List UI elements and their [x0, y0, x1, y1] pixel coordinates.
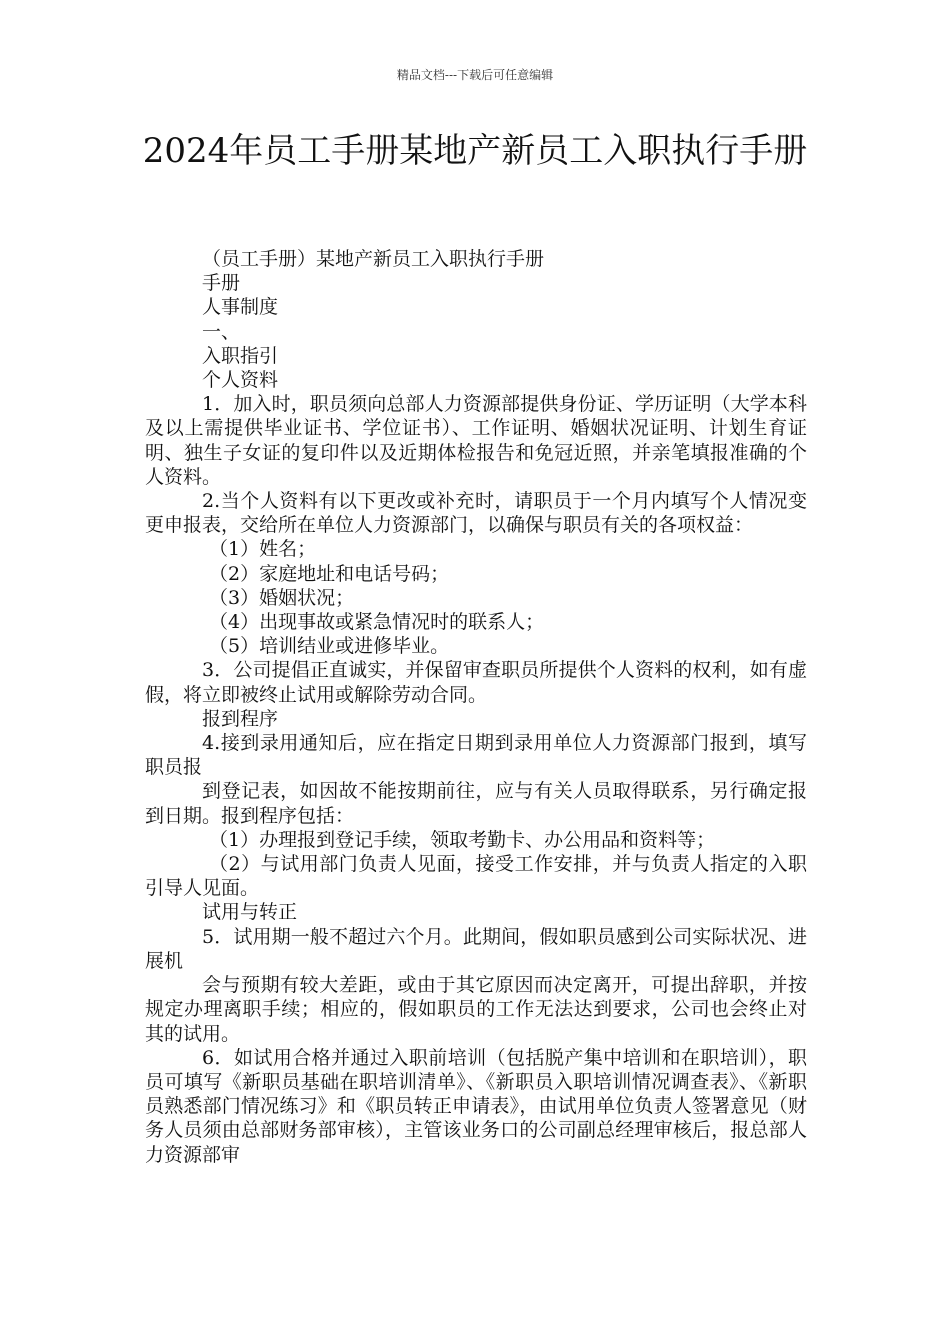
paragraph-item-1: 1．加入时，职员须向总部人力资源部提供身份证、学历证明（大学本科及以上需提供毕业证书、学位证书）、工作证明、婚姻状况证明、计划生育证明、独生子女证的复印件以及近期体检报告和免冠近照，并亲笔填报准确的个人资料。 — [145, 393, 807, 488]
heading-section-number: 一、 — [202, 320, 241, 343]
list-item: （1）姓名； — [209, 538, 317, 561]
list-item: （2）与试用部门负责人见面，接受工作安排，并与负责人指定的入职引导人见面。 — [145, 853, 807, 900]
heading-handbook: 手册 — [202, 272, 241, 295]
heading-onboarding-guide: 入职指引 — [202, 344, 279, 367]
page-header: 精品文档---下载后可任意编辑 — [396, 68, 554, 82]
heading-hr-policy: 人事制度 — [202, 296, 279, 319]
paragraph-item-5-cont: 会与预期有较大差距，或由于其它原因而决定离开，可提出辞职，并按规定办理离职手续；相应的，假如职员的工作无法达到要求，公司也会终止对其的试用。 — [145, 974, 807, 1045]
heading-report-procedure: 报到程序 — [202, 707, 279, 730]
paragraph-item-5: 5．试用期一般不超过六个月。此期间，假如职员感到公司实际状况、进展机 — [145, 925, 807, 972]
list-item: （3）婚姻状况； — [209, 586, 355, 609]
list-item: （4）出现事故或紧急情况时的联系人； — [209, 611, 545, 634]
heading-personal-info: 个人资料 — [202, 369, 279, 392]
paragraph-item-4: 4.接到录用通知后，应在指定日期到录用单位人力资源部门报到，填写职员报 — [145, 732, 807, 779]
list-item: （2）家庭地址和电话号码； — [209, 562, 450, 585]
paragraph-item-6: 6．如试用合格并通过入职前培训（包括脱产集中培训和在职培训），职员可填写《新职员基础在职培训清单》、《新职员入职培训情况调查表》、《新职员熟悉部门情况练习》和《职员转正申请表》，由试用单位负责人签署意见（财务人员须由总部财务部审核），主管该业务口的公司副总经理审核后，报总部人力资源部审 — [145, 1046, 807, 1166]
list-item: （5）培训结业或进修毕业。 — [209, 635, 450, 658]
document-title: 2024年员工手册某地产新员工入职执行手册 — [142, 131, 808, 171]
document-body — [145, 247, 807, 1167]
list-item: （1）办理报到登记手续，领取考勤卡、办公用品和资料等； — [209, 828, 716, 851]
paragraph-item-4-cont: 到登记表，如因故不能按期前往，应与有关人员取得联系，另行确定报到日期。报到程序包括： — [145, 780, 807, 827]
paragraph-item-2: 2.当个人资料有以下更改或补充时，请职员于一个月内填写个人情况变更申报表，交给所在单位人力资源部门，以确保与职员有关的各项权益： — [145, 490, 807, 537]
heading-probation: 试用与转正 — [202, 901, 298, 924]
subtitle-line: （员工手册）某地产新员工入职执行手册 — [202, 248, 545, 270]
paragraph-item-3: 3．公司提倡正直诚实，并保留审查职员所提供个人资料的权利，如有虚假，将立即被终止试用或解除劳动合同。 — [145, 659, 807, 706]
